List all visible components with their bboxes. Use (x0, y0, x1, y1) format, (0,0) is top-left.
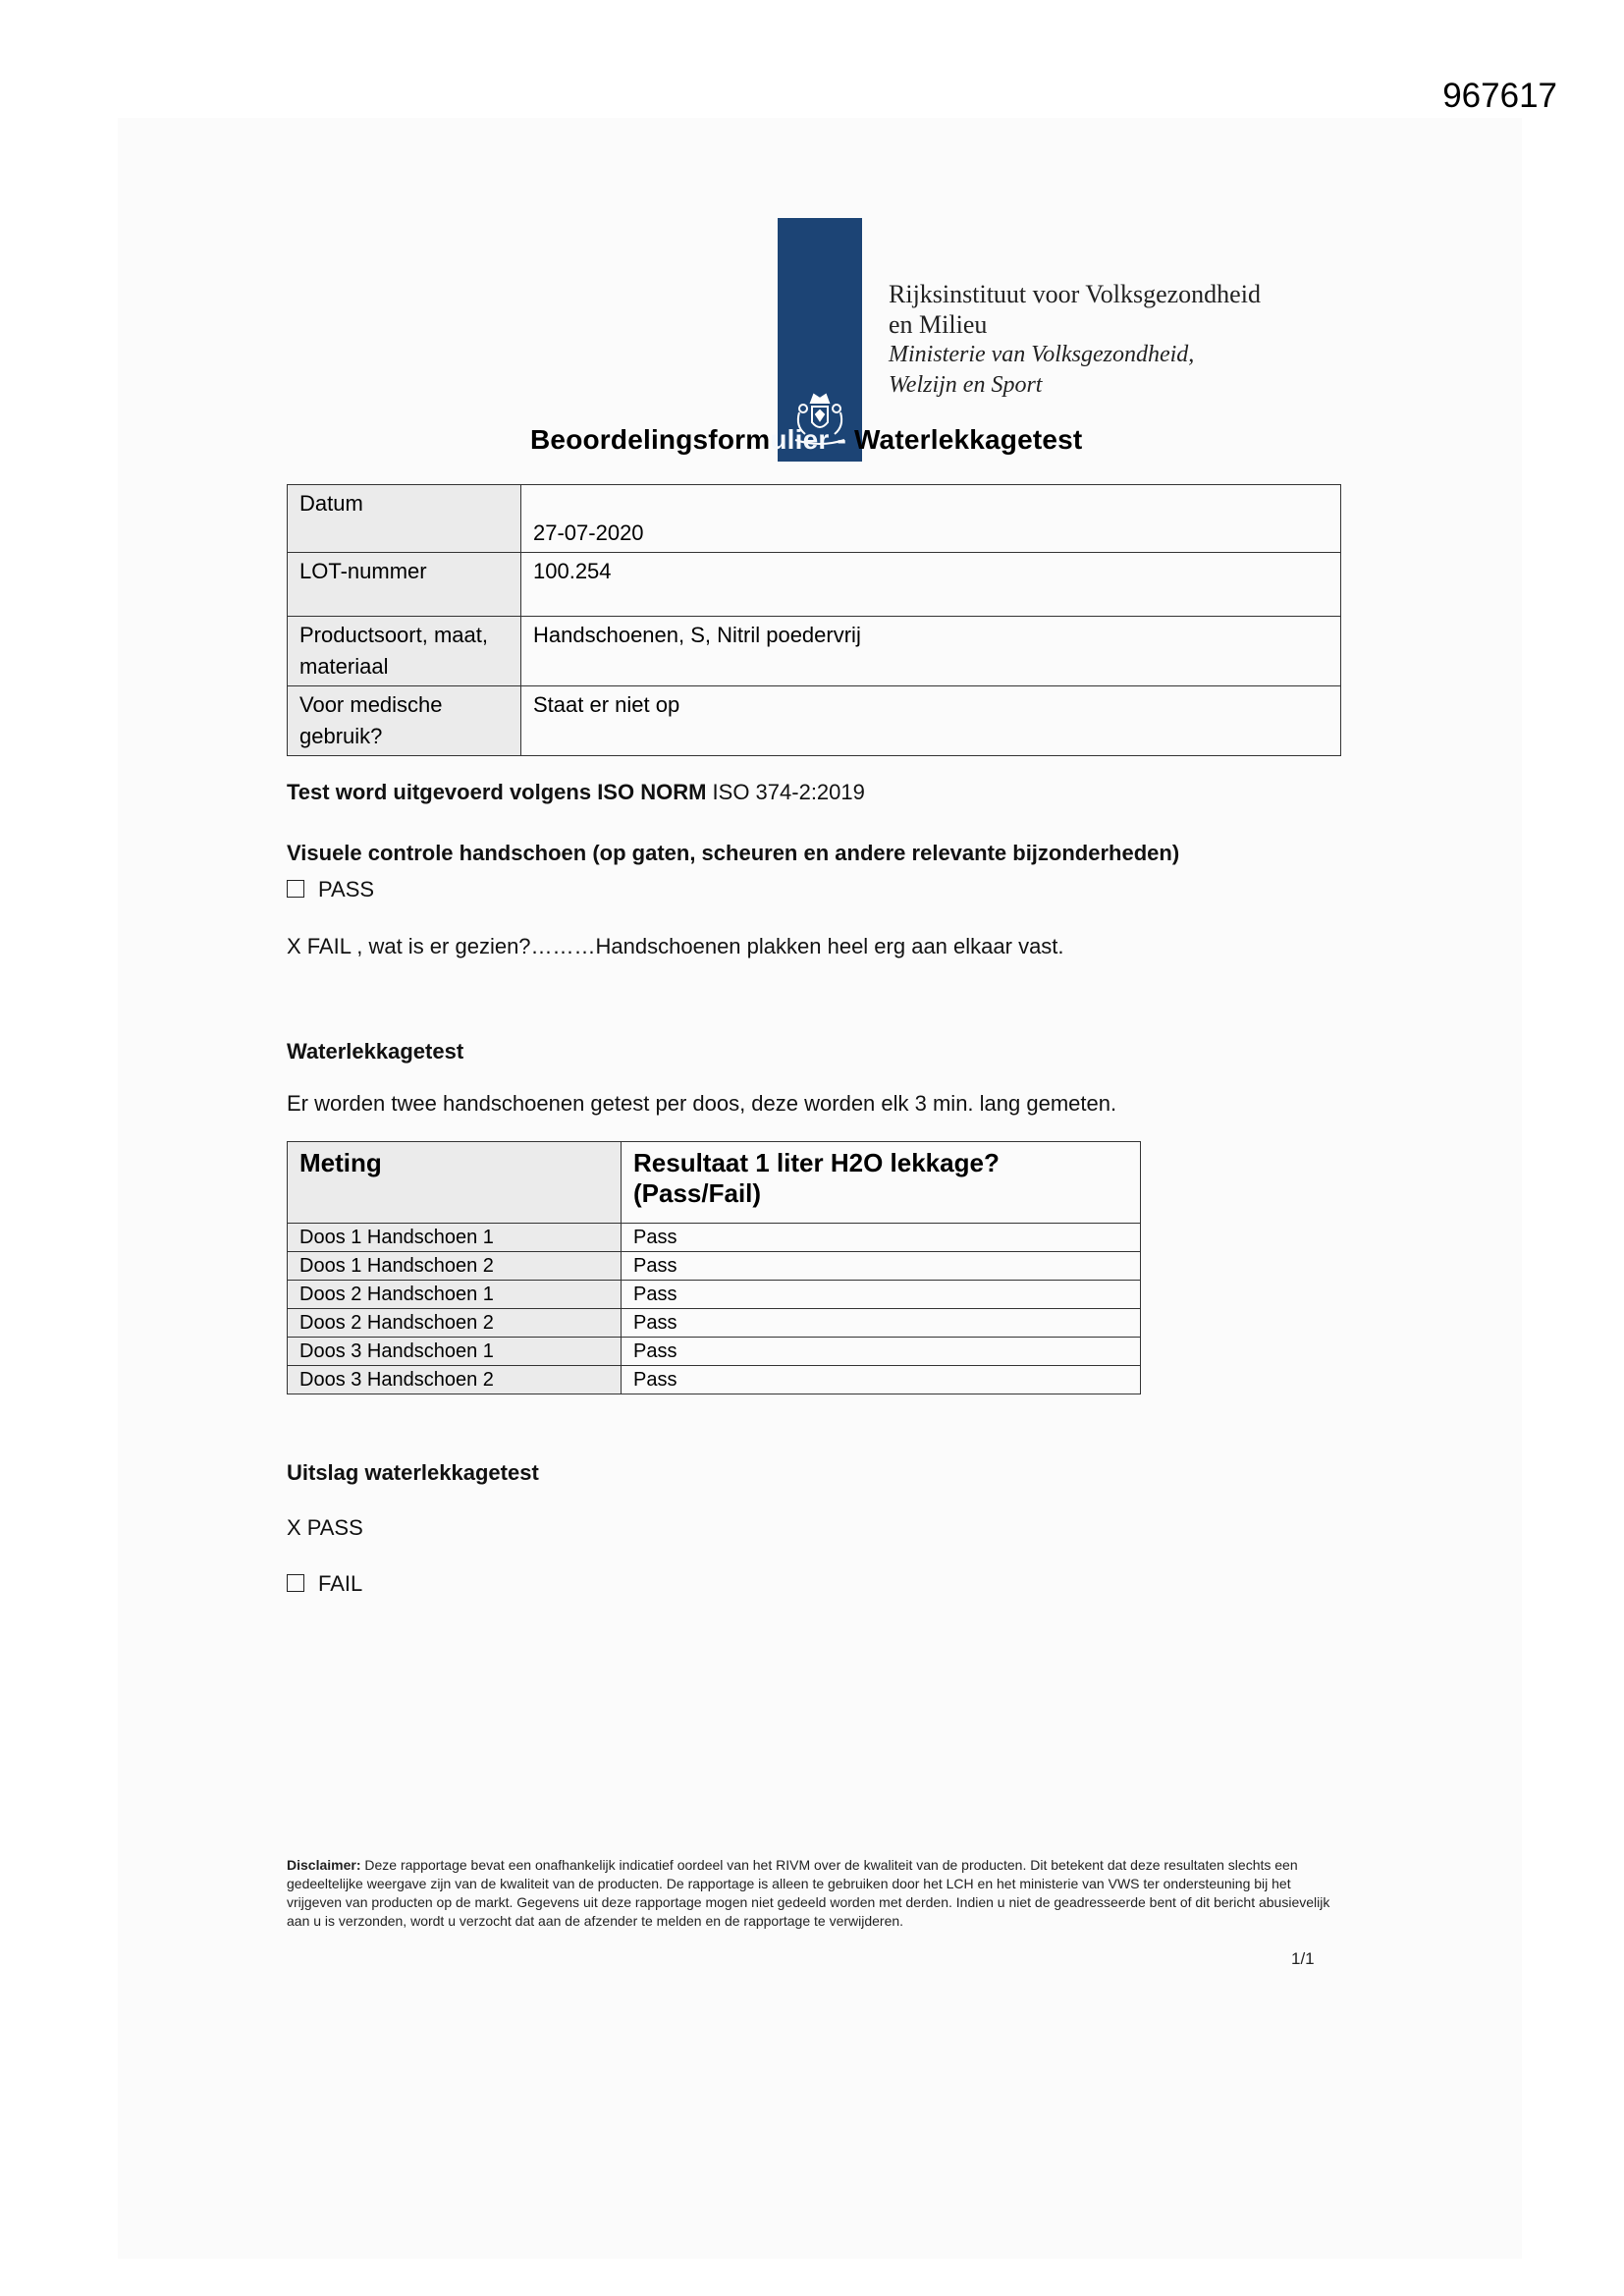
meting-cell: Doos 2 Handschoen 1 (288, 1281, 622, 1309)
datum-value: 27-07-2020 (521, 485, 1341, 553)
medical-label: Voor medische gebruik? (288, 686, 521, 756)
checkbox-icon[interactable] (287, 1574, 304, 1592)
table-row (288, 1224, 1141, 1252)
visual-pass-option[interactable] (287, 877, 374, 902)
visual-check-heading: Visuele controle handschoen (op gaten, scheuren en andere relevante bijzonderheden) (287, 841, 1180, 865)
col-result-header: Resultaat 1 liter H2O lekkage? (Pass/Fail) (622, 1142, 1141, 1224)
checkbox-icon[interactable] (287, 880, 304, 898)
info-table (287, 484, 1341, 756)
result-fail-label: FAIL (318, 1571, 363, 1596)
ministry-line-2: Welzijn en Sport (889, 372, 1043, 398)
x-mark-icon[interactable]: X (287, 1515, 301, 1540)
table-header-row (288, 1142, 1141, 1224)
result-cell: Pass (622, 1309, 1141, 1338)
form-title-part-1: Beoordelingsform (530, 424, 771, 455)
result-pass-option[interactable] (287, 1515, 363, 1541)
form-title-part-3: Waterlekkagetest (845, 424, 1083, 455)
table-row (288, 485, 1341, 553)
table-row (288, 617, 1341, 686)
form-title-part-2: ulier - (770, 424, 846, 455)
table-row (288, 1281, 1141, 1309)
norm-value: ISO 374-2:2019 (706, 780, 865, 804)
table-row (288, 553, 1341, 617)
result-heading: Uitslag waterlekkagetest (287, 1460, 539, 1485)
norm-label: Test word uitgevoerd volgens ISO NORM (287, 780, 707, 804)
page-number: 1/1 (1291, 1949, 1315, 1968)
lot-value: 100.254 (521, 553, 1341, 617)
x-mark-icon[interactable]: X (287, 934, 301, 958)
meting-cell: Doos 3 Handschoen 1 (288, 1338, 622, 1366)
product-label: Productsoort, maat, materiaal (288, 617, 521, 686)
org-line-2: en Milieu (889, 310, 988, 339)
meting-cell: Doos 1 Handschoen 2 (288, 1252, 622, 1281)
org-line-1: Rijksinstituut voor Volksgezondheid (889, 280, 1261, 308)
visual-fail-label: FAIL , wat is er gezien?………Handschoenen plakken heel erg aan elkaar vast. (306, 934, 1064, 958)
result-fail-option[interactable] (287, 1571, 362, 1597)
col-meting-header: Meting (288, 1142, 622, 1224)
meting-cell: Doos 3 Handschoen 2 (288, 1366, 622, 1394)
result-cell: Pass (622, 1252, 1141, 1281)
result-pass-label: PASS (306, 1515, 363, 1540)
water-test-description: Er worden twee handschoenen getest per doos, deze worden elk 3 min. lang gemeten. (287, 1091, 1117, 1116)
disclaimer (287, 1856, 1343, 1931)
measurement-table (287, 1141, 1141, 1394)
medical-value: Staat er niet op (521, 686, 1341, 756)
table-row (288, 1309, 1141, 1338)
form-title (530, 424, 1082, 456)
result-cell: Pass (622, 1338, 1141, 1366)
ministry-line-1: Ministerie van Volksgezondheid, (889, 342, 1195, 367)
visual-pass-label: PASS (318, 877, 375, 902)
document-id: 967617 (1442, 77, 1557, 115)
table-row (288, 1252, 1141, 1281)
meting-cell: Doos 2 Handschoen 2 (288, 1309, 622, 1338)
datum-label: Datum (288, 485, 521, 553)
product-value: Handschoenen, S, Nitril poedervrij (521, 617, 1341, 686)
table-row (288, 686, 1341, 756)
visual-fail-option[interactable] (287, 934, 1064, 959)
result-cell: Pass (622, 1224, 1141, 1252)
table-row (288, 1338, 1141, 1366)
lot-label: LOT-nummer (288, 553, 521, 617)
table-row (288, 1366, 1141, 1394)
organisation-name (889, 279, 1261, 401)
result-cell: Pass (622, 1281, 1141, 1309)
disclaimer-text: Deze rapportage bevat een onafhankelijk indicatief oordeel van het RIVM over de kwaliteit van de producten. Dit betekent dat deze resultaten slechts een gedeeltelijke weergave zijn van de kwaliteit van de producten. De rapportage is alleen te gebruiken door het LCH en het ministerie van VWS ter ondersteuning bij het vrijgeven van producten op de markt. Gegevens uit deze rapportage mogen niet gedeeld worden met derden. Indien u niet de geadresseerde bent of dit bericht abusievelijk aan u is verzonden, wordt u verzocht dat aan de afzender te melden en de rapportage te verwijderen. (287, 1857, 1330, 1929)
water-test-heading: Waterlekkagetest (287, 1039, 464, 1064)
meting-cell: Doos 1 Handschoen 1 (288, 1224, 622, 1252)
disclaimer-label: Disclaimer: (287, 1857, 361, 1873)
norm-line (287, 780, 865, 805)
result-cell: Pass (622, 1366, 1141, 1394)
